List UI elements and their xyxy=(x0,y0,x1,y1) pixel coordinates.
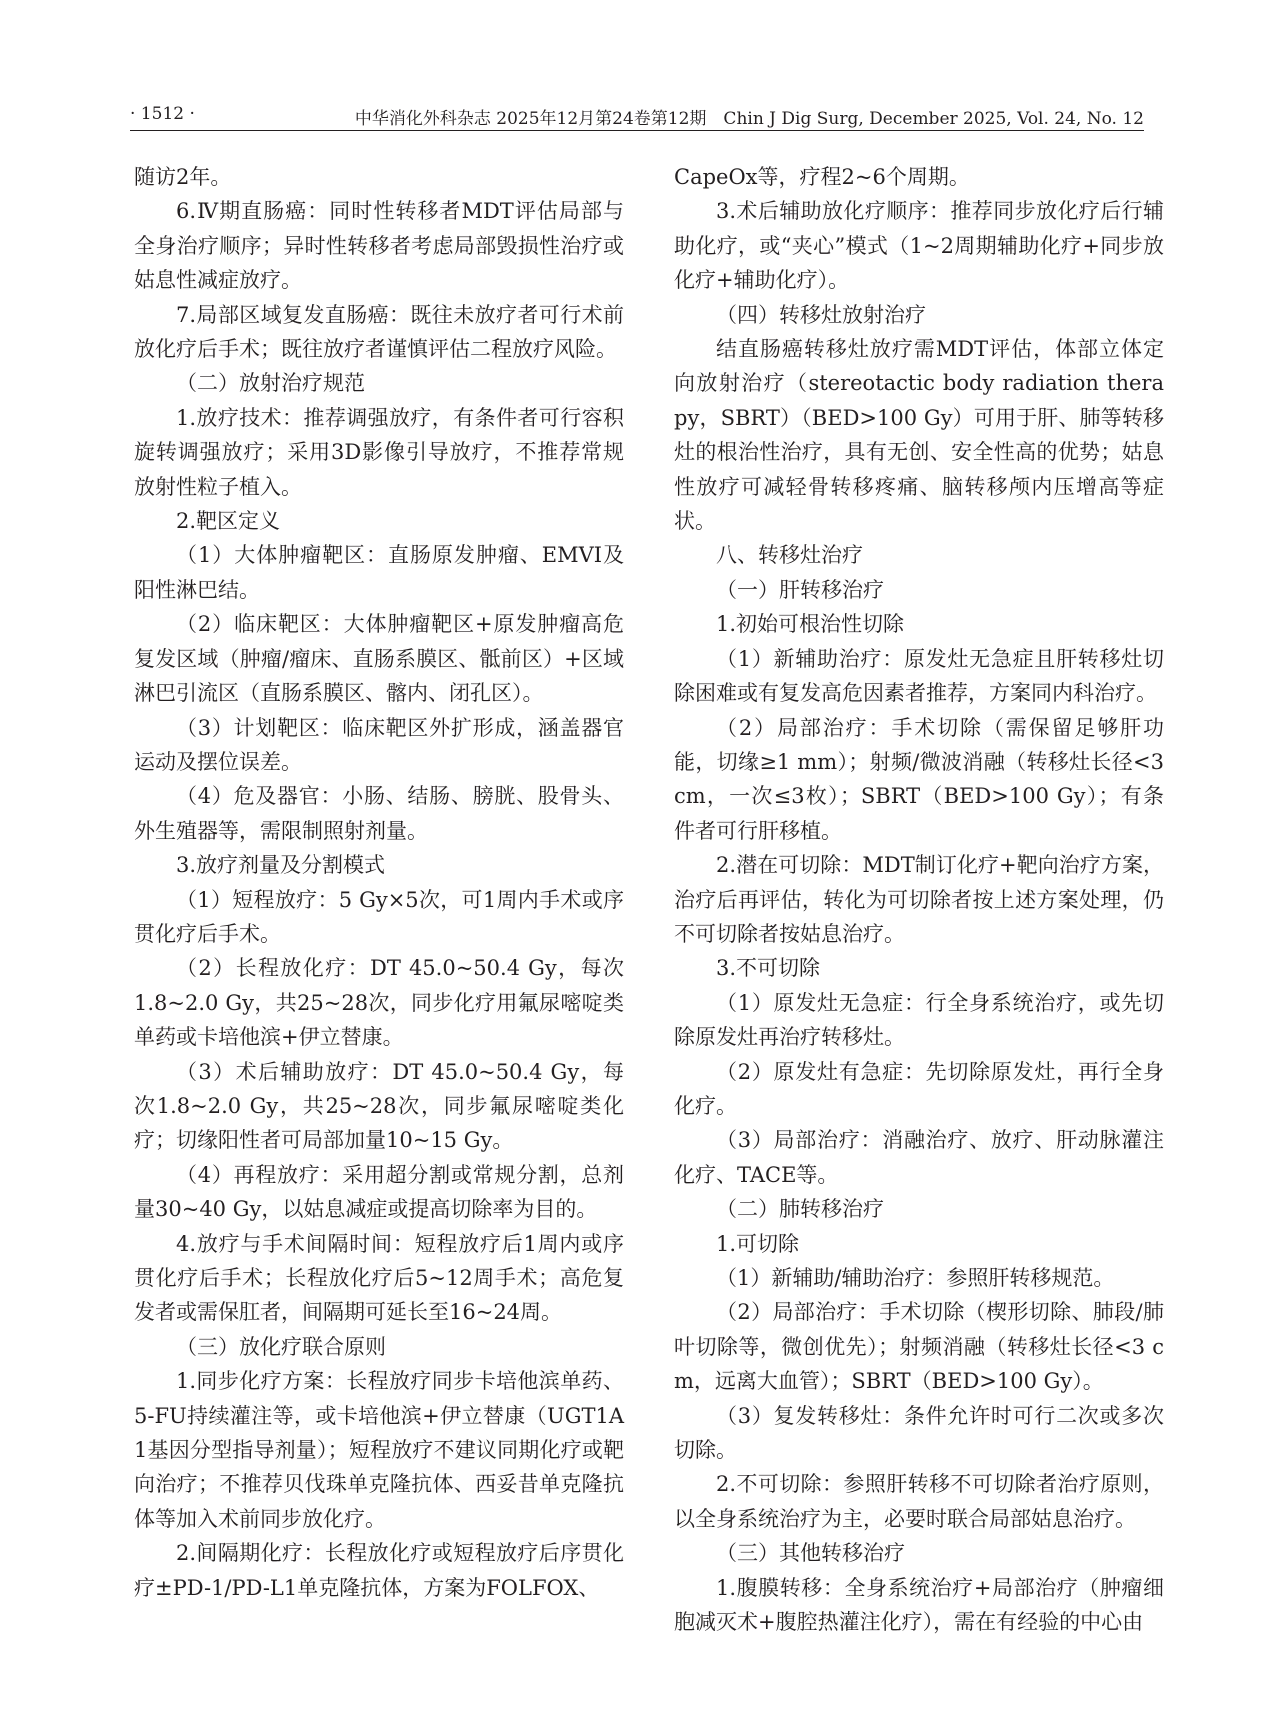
left-paragraph: 随访2年。 xyxy=(134,165,232,189)
right-paragraph: 八、转移灶治疗 xyxy=(716,543,863,568)
right-paragraph: 2.潜在可切除：MDT制订化疗+靶向治疗方案，治疗后再评估，转化为可切除者按上述方案处理，仍不可切除者按姑息治疗。 xyxy=(674,853,1164,946)
left-paragraph: （3）计划靶区：临床靶区外扩形成，涵盖器官运动及摆位误差。 xyxy=(134,715,624,774)
right-paragraph: 1.初始可根治性切除 xyxy=(716,612,905,637)
right-paragraph: 3.术后辅助放化疗顺序：推荐同步放化疗后行辅助化疗，或“夹心”模式（1~2周期辅助化疗+同步放化疗+辅助化疗）。 xyxy=(674,199,1164,293)
right-column xyxy=(674,160,1164,1639)
left-paragraph: 1.同步化疗方案：长程放疗同步卡培他滨单药、5-FU持续灌注等，或卡培他滨+伊立替康（UGT1A1基因分型指导剂量）；短程放疗不建议同期化疗或靶向治疗；不推荐贝伐珠单克隆抗体、西妥昔单克隆抗体等加入术前同步放化疗。 xyxy=(134,1369,624,1531)
left-paragraph: 4.放疗与手术间隔时间：短程放疗后1周内或序贯化疗后手术；长程放化疗后5~12周手术；高危复发者或需保肛者，间隔期可延长至16~24周。 xyxy=(134,1231,624,1325)
right-paragraph: （1）原发灶无急症：行全身系统治疗，或先切除原发灶再治疗转移灶。 xyxy=(674,990,1164,1050)
right-paragraph: （四）转移灶放射治疗 xyxy=(716,302,926,327)
right-paragraph: （三）其他转移治疗 xyxy=(716,1541,905,1566)
right-paragraph: （1）新辅助/辅助治疗：参照肝转移规范。 xyxy=(716,1266,1115,1290)
left-paragraph: （三）放化疗联合原则 xyxy=(176,1334,386,1359)
page-number: · 1512 · xyxy=(130,104,195,124)
left-paragraph: 3.放疗剂量及分割模式 xyxy=(176,853,386,878)
left-paragraph: 7.局部区域复发直肠癌：既往未放疗者可行术前放化疗后手术；既往放疗者谨慎评估二程放疗风险。 xyxy=(134,302,624,362)
left-paragraph: 1.放疗技术：推荐调强放疗，有条件者可行容积旋转调强放疗；采用3D影像引导放疗，不推荐常规放射性粒子植入。 xyxy=(134,405,624,499)
right-paragraph: 3.不可切除 xyxy=(716,956,821,981)
left-paragraph: （1）短程放疗：5 Gy×5次，可1周内手术或序贯化疗后手术。 xyxy=(134,887,624,946)
right-paragraph: （3）局部治疗：消融治疗、放疗、肝动脉灌注化疗、TACE等。 xyxy=(674,1128,1164,1187)
right-paragraph: CapeOx等，疗程2~6个周期。 xyxy=(674,165,970,189)
left-paragraph: （4）再程放疗：采用超分割或常规分割，总剂量30~40 Gy，以姑息减症或提高切除率为目的。 xyxy=(134,1162,624,1222)
right-paragraph: （二）肺转移治疗 xyxy=(716,1197,884,1222)
right-paragraph: （1）新辅助治疗：原发灶无急症且肝转移灶切除困难或有复发高危因素者推荐，方案同内科治疗。 xyxy=(674,646,1164,706)
left-paragraph: （2）长程放化疗：DT 45.0~50.4 Gy，每次1.8~2.0 Gy，共25~28次，同步化疗用氟尿嘧啶类单药或卡培他滨+伊立替康。 xyxy=(134,956,624,1050)
right-paragraph: （2）局部治疗：手术切除（楔形切除、肺段/肺叶切除等，微创优先）；射频消融（转移灶长径<3 cm，远离大血管）；SBRT（BED>100 Gy）。 xyxy=(674,1300,1164,1394)
right-paragraph: 2.不可切除：参照肝转移不可切除者治疗原则，以全身系统治疗为主，必要时联合局部姑息治疗。 xyxy=(674,1472,1164,1531)
left-paragraph: （4）危及器官：小肠、结肠、膀胱、股骨头、外生殖器等，需限制照射剂量。 xyxy=(134,784,624,843)
left-paragraph: （1）大体肿瘤靶区：直肠原发肿瘤、EMVI及阳性淋巴结。 xyxy=(134,543,624,602)
running-header xyxy=(130,100,1144,131)
right-paragraph: （2）局部治疗：手术切除（需保留足够肝功能，切缘≥1 mm）；射频/微波消融（转移灶长径<3 cm，一次≤3枚）；SBRT（BED>100 Gy）；有条件者可行肝移植。 xyxy=(674,715,1164,843)
right-paragraph: （2）原发灶有急症：先切除原发灶，再行全身化疗。 xyxy=(674,1059,1164,1118)
right-paragraph: 1.可切除 xyxy=(716,1231,800,1256)
right-paragraph: （一）肝转移治疗 xyxy=(716,577,884,602)
left-column xyxy=(134,160,624,1605)
left-paragraph: （3）术后辅助放疗：DT 45.0~50.4 Gy，每次1.8~2.0 Gy，共25~28次，同步氟尿嘧啶类化疗；切缘阳性者可局部加量10~15 Gy。 xyxy=(134,1059,624,1153)
right-paragraph: （3）复发转移灶：条件允许时可行二次或多次切除。 xyxy=(674,1403,1164,1463)
journal-citation: 中华消化外科杂志 2025年12月第24卷第12期 Chin J Dig Surg, December 2025, Vol. 24, No. 12 xyxy=(354,109,1144,129)
right-paragraph: 结直肠癌转移灶放疗需MDT评估，体部立体定向放射治疗（stereotactic body radiation therapy，SBRT）（BED>100 Gy）可用于肝、肺等转移灶的根治性治疗，具有无创、安全性高的优势；姑息性放疗可减轻骨转移疼痛、脑转移颅内压增高等症状。 xyxy=(674,337,1164,534)
left-paragraph: （二）放射治疗规范 xyxy=(176,371,365,396)
left-paragraph: 2.间隔期化疗：长程放化疗或短程放疗后序贯化疗±PD-1/PD-L1单克隆抗体，方案为FOLFOX、 xyxy=(134,1541,624,1600)
left-paragraph: （2）临床靶区：大体肿瘤靶区+原发肿瘤高危复发区域（肿瘤/瘤床、直肠系膜区、骶前区）+区域淋巴引流区（直肠系膜区、髂内、闭孔区）。 xyxy=(134,612,624,706)
right-paragraph: 1.腹膜转移：全身系统治疗+局部治疗（肿瘤细胞减灭术+腹腔热灌注化疗），需在有经验的中心由 xyxy=(674,1575,1164,1635)
left-paragraph: 6.Ⅳ期直肠癌：同时性转移者MDT评估局部与全身治疗顺序；异时性转移者考虑局部毁损性治疗或姑息性减症放疗。 xyxy=(134,199,624,293)
left-paragraph: 2.靶区定义 xyxy=(176,509,281,534)
